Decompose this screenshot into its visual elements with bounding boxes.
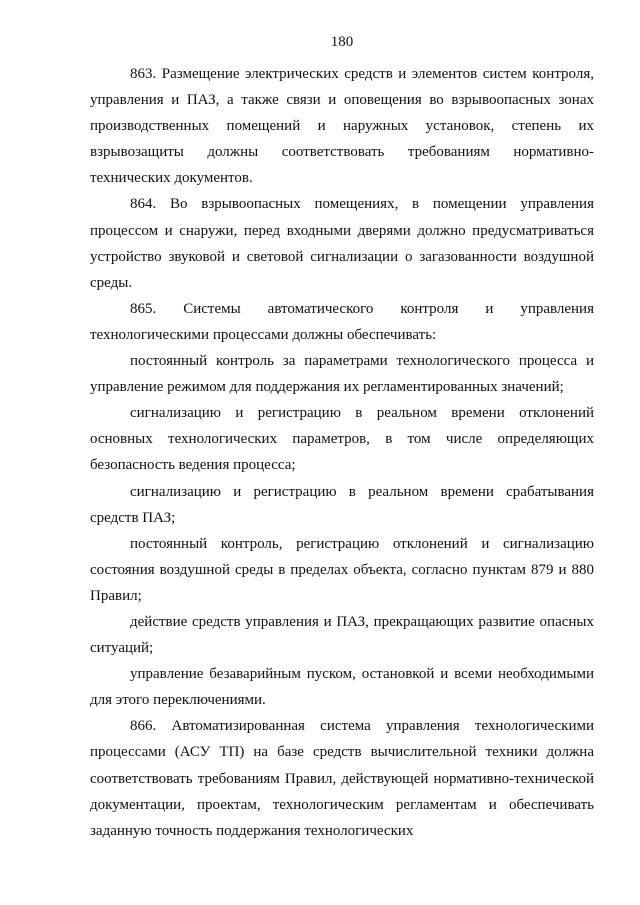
list-item-air-monitoring: постоянный контроль, регистрацию отклонений и сигнализацию состояния воздушной среды в пределах объекта, согласно пунктам 879 и 880 Правил;: [90, 535, 594, 604]
list-item-process-control: постоянный контроль за параметрами технологического процесса и управление режимом для поддержания их регламентированных значений;: [90, 353, 594, 396]
page-number: 180: [330, 34, 354, 50]
list-item-paz-alarm: сигнализацию и регистрацию в реальном времени срабатывания средств ПАЗ;: [90, 483, 594, 526]
paragraph-863: 863. Размещение электрических средств и элементов систем контроля, управления и ПАЗ, а также связи и оповещения во взрывоопасных зонах производственных помещений и наружных установок, степень их взрывозащиты должны соответствовать требованиям нормативно-технических документов.: [90, 66, 594, 187]
list-item-deviation-alarm: сигнализацию и регистрацию в реальном времени отклонений основных технологических параметров, в том числе определяющих безопасность ведения процесса;: [90, 405, 594, 474]
paragraph-866: 866. Автоматизированная система управления технологическими процессами (АСУ ТП) на базе средств вычислительной техники должна соответствовать требованиям Правил, действующей нормативно-технической документации, проектам, технологическим регламентам и обеспечивать заданную точность поддержания технологических: [90, 718, 594, 839]
list-item-startup-shutdown: управление безаварийным пуском, остановкой и всеми необходимыми для этого переключениями.: [90, 666, 594, 709]
paragraph-865: 865. Системы автоматического контроля и управления технологическими процессами должны обеспечивать:: [90, 300, 594, 343]
paragraph-864: 864. Во взрывоопасных помещениях, в помещении управления процессом и снаружи, перед входными дверями должно предусматриваться устройство звуковой и световой сигнализации о загазованности воздушной среды.: [90, 196, 594, 291]
list-item-control-actions: действие средств управления и ПАЗ, прекращающих развитие опасных ситуаций;: [90, 613, 594, 657]
